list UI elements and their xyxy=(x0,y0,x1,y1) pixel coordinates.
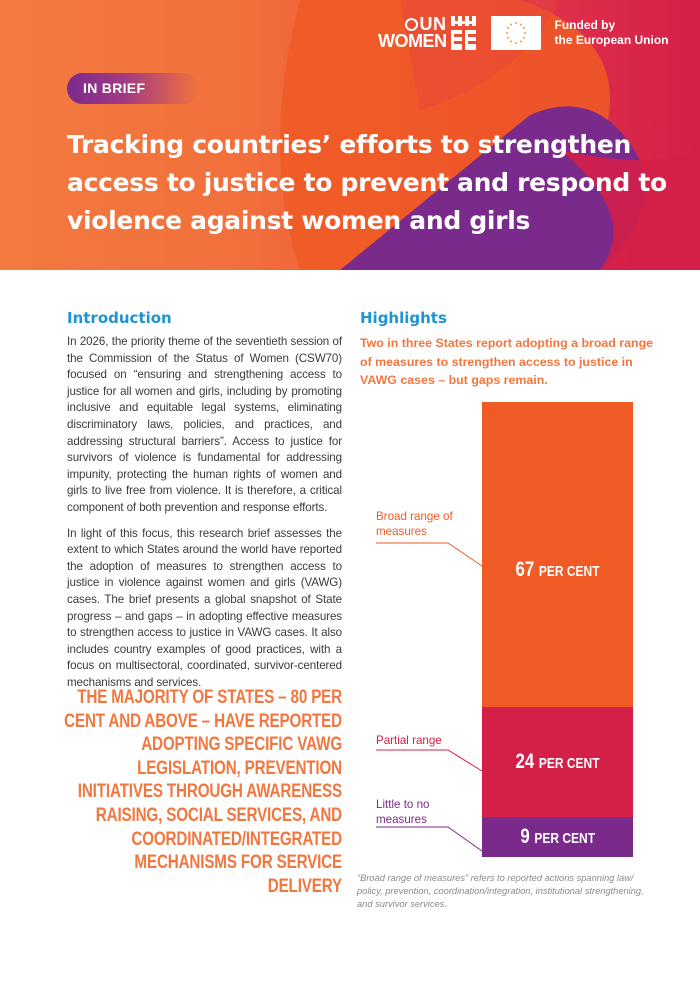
bar-segment-broad-range xyxy=(482,402,633,707)
segment-unit: PER CENT xyxy=(534,830,595,847)
bar-segment-partial-range xyxy=(482,707,633,817)
bar-segment-little-to-no xyxy=(482,817,633,857)
un-women-emblem-icon xyxy=(451,16,477,50)
chart-footnote: “Broad range of measures” refers to reported actions spanning law/ policy, prevention, coordination/integration, institutional strengthening, and survivor services. xyxy=(357,873,644,909)
label-partial-range: Partial range xyxy=(376,734,442,747)
segment-value: 9 xyxy=(520,825,530,848)
pull-quote-container xyxy=(0,686,342,898)
un-globe-icon xyxy=(405,18,418,31)
logo-un-text: UN xyxy=(419,14,447,34)
page-title: Tracking countries’ efforts to strengthen access to justice to prevent and respond to violence against women and girls xyxy=(67,130,667,235)
segment-unit: PER CENT xyxy=(538,755,600,772)
label-little-to-no: Little to no measures xyxy=(376,798,430,826)
segment-unit: PER CENT xyxy=(538,563,600,580)
logo-bar xyxy=(378,16,669,50)
introduction-heading: Introduction xyxy=(67,309,172,327)
intro-paragraph: In light of this focus, this research brief assesses the extent to which States around the world have reported the adoption of measures to strengthen access to justice in violence against women and girls (VAWG) cases. The brief presents a global snapshot of State progress – and gaps – in adopting effective measures to strengthen access to justice in VAWG cases. It also includes country examples of good practices, with a focus on multisectoral, coordinated, survivor-centered mechanisms and services. xyxy=(67,526,342,689)
segment-value: 67 xyxy=(515,558,535,581)
un-women-logo xyxy=(378,16,477,50)
label-broad-range: Broad range of measures xyxy=(376,510,453,538)
highlights-section xyxy=(360,308,660,390)
in-brief-badge: IN BRIEF xyxy=(67,73,199,104)
hero-banner xyxy=(0,0,700,270)
introduction-section xyxy=(67,308,342,700)
pull-quote: THE MAJORITY OF STATES – 80 PER CENT AND ABOVE – HAVE REPORTED ADOPTING SPECIFIC VAWG LEGISLATION, PREVENTION INITIATIVES THROUGH AWARENESS RAISING, SOCIAL SERVICES, AND COORDINATED/INTEGRATED MECHANISMS FOR SERVICE DELIVERY xyxy=(64,686,343,897)
intro-paragraph: In 2026, the priority theme of the seventieth session of the Commission of the Status of Women (CSW70) focused on “ensuring and strengthening access to justice for all women and girls, including by promoting inclusive and equitable legal systems, eliminating discriminatory laws, policies, and practices, and addressing structural barriers”. Access to justice for survivors of violence is fundamental for addressing impunity, protecting the human rights of women and girls to live free from violence. It is therefore, a critical component of both prevention and response efforts. xyxy=(67,335,342,514)
logo-women-text: WOMEN xyxy=(378,31,447,51)
eu-flag-icon xyxy=(491,16,541,50)
highlights-subheading: Two in three States report adopting a broad range of measures to strengthen access to justice in VAWG cases – but gaps remain. xyxy=(360,336,654,387)
segment-value: 24 xyxy=(515,750,535,773)
highlights-heading: Highlights xyxy=(360,309,447,327)
funded-by-eu-text: Funded by the European Union xyxy=(554,18,669,47)
